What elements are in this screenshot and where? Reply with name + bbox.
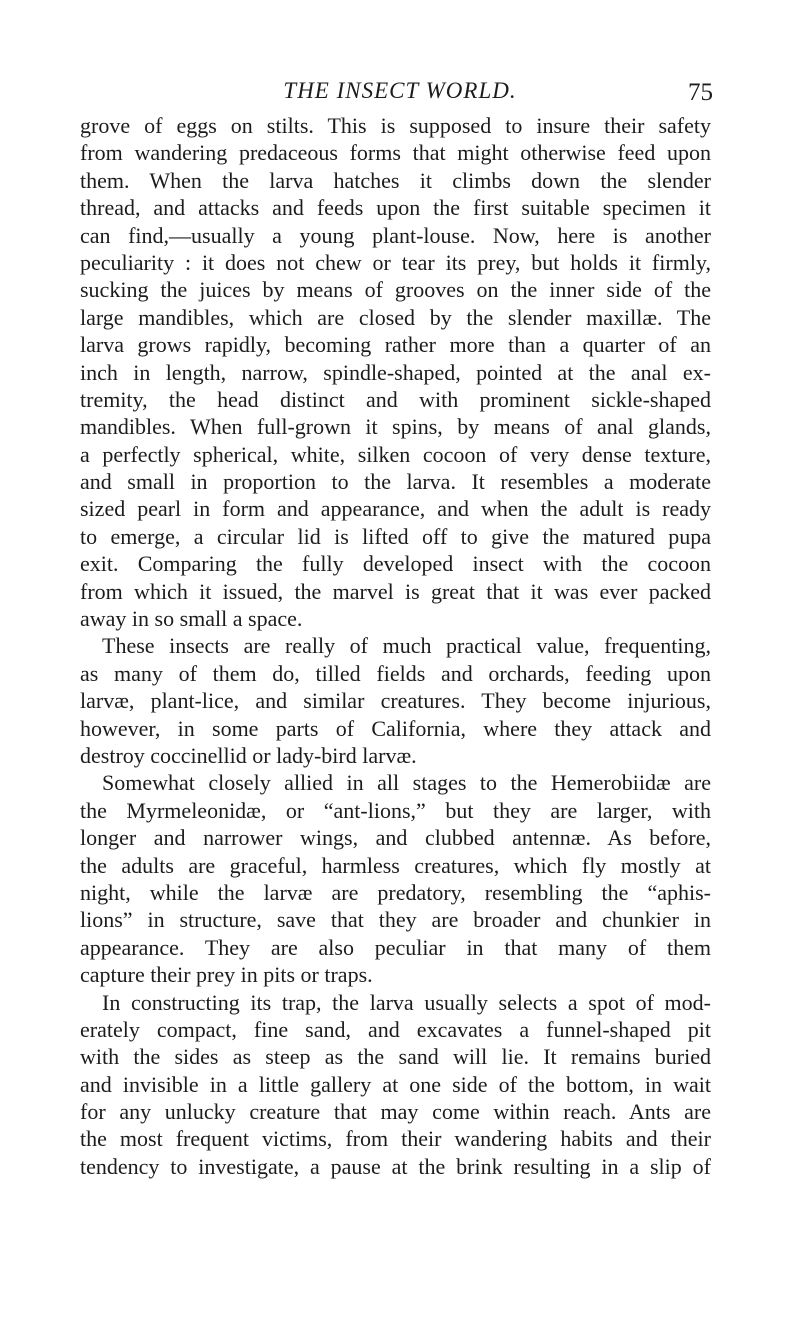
text-line: lions” in structure, save that they are broader and chunkier in [80,907,711,933]
text-line: a perfectly spherical, white, silken cocoon of very dense texture, [80,441,711,467]
paragraph-start-line: In constructing its trap, the larva usually selects a spot of mod- [102,989,711,1015]
text-line: tremity, the head distinct and with prominent sickle-shaped [80,386,711,412]
text-line: from wandering predaceous forms that might otherwise feed upon [80,140,711,166]
text-line: thread, and attacks and feeds upon the first suitable specimen it [80,195,711,221]
text-line: tendency to investigate, a pause at the brink resulting in a slip of [80,1153,711,1179]
text-line: them. When the larva hatches it climbs down the slender [80,167,711,193]
paragraph-end-line: away in so small a space. [80,606,303,632]
text-line: the most frequent victims, from their wandering habits and their [80,1126,711,1152]
text-line: sized pearl in form and appearance, and when the adult is ready [80,496,711,522]
text-line: for any unlucky creature that may come within reach. Ants are [80,1099,711,1125]
paragraph-end-line: destroy coccinellid or lady-bird larvæ. [80,742,417,768]
text-line: the Myrmeleonidæ, or “ant-lions,” but they are larger, with [80,797,711,823]
text-line: exit. Comparing the fully developed insect with the cocoon [80,551,711,577]
text-line: inch in length, narrow, spindle-shaped, pointed at the anal ex- [80,359,711,385]
paragraph-start-line: Somewhat closely allied in all stages to the Hemerobiidæ are [102,770,711,796]
text-line: mandibles. When full-grown it spins, by means of anal glands, [80,414,711,440]
body-text [80,112,711,1180]
text-line: and small in proportion to the larva. It resembles a moderate [80,469,711,495]
text-line: and invisible in a little gallery at one side of the bottom, in wait [80,1071,711,1097]
text-line: the adults are graceful, harmless creatures, which fly mostly at [80,852,711,878]
text-line: large mandibles, which are closed by the slender maxillæ. The [80,304,711,330]
text-line: can find,—usually a young plant-louse. Now, here is another [80,222,711,248]
paragraph-end-line: capture their prey in pits or traps. [80,962,373,988]
text-line: to emerge, a circular lid is lifted off to give the matured pupa [80,523,711,549]
text-line: from which it issued, the marvel is great that it was ever packed [80,578,711,604]
paragraph-start-line: These insects are really of much practical value, frequenting, [102,633,711,659]
text-line: sucking the juices by means of grooves on the inner side of the [80,277,711,303]
text-line: appearance. They are also peculiar in that many of them [80,934,711,960]
text-line: larva grows rapidly, becoming rather more than a quarter of an [80,332,711,358]
page-number: 75 [688,79,713,106]
text-line: grove of eggs on stilts. This is supposed to insure their safety [80,113,711,138]
text-line: however, in some parts of California, where they attack and [80,715,711,741]
text-line: night, while the larvæ are predatory, resembling the “aphis- [80,879,711,905]
text-line: longer and narrower wings, and clubbed antennæ. As before, [80,825,711,851]
text-line: as many of them do, tilled fields and orchards, feeding upon [80,660,711,686]
text-line: peculiarity : it does not chew or tear its prey, but holds it firmly, [80,249,711,275]
text-line: larvæ, plant-lice, and similar creatures. They become injurious, [80,688,711,714]
running-title: THE INSECT WORLD. [283,78,517,103]
text-line: with the sides as steep as the sand will lie. It remains buried [80,1044,711,1070]
text-line: erately compact, fine sand, and excavates a funnel-shaped pit [80,1016,711,1042]
